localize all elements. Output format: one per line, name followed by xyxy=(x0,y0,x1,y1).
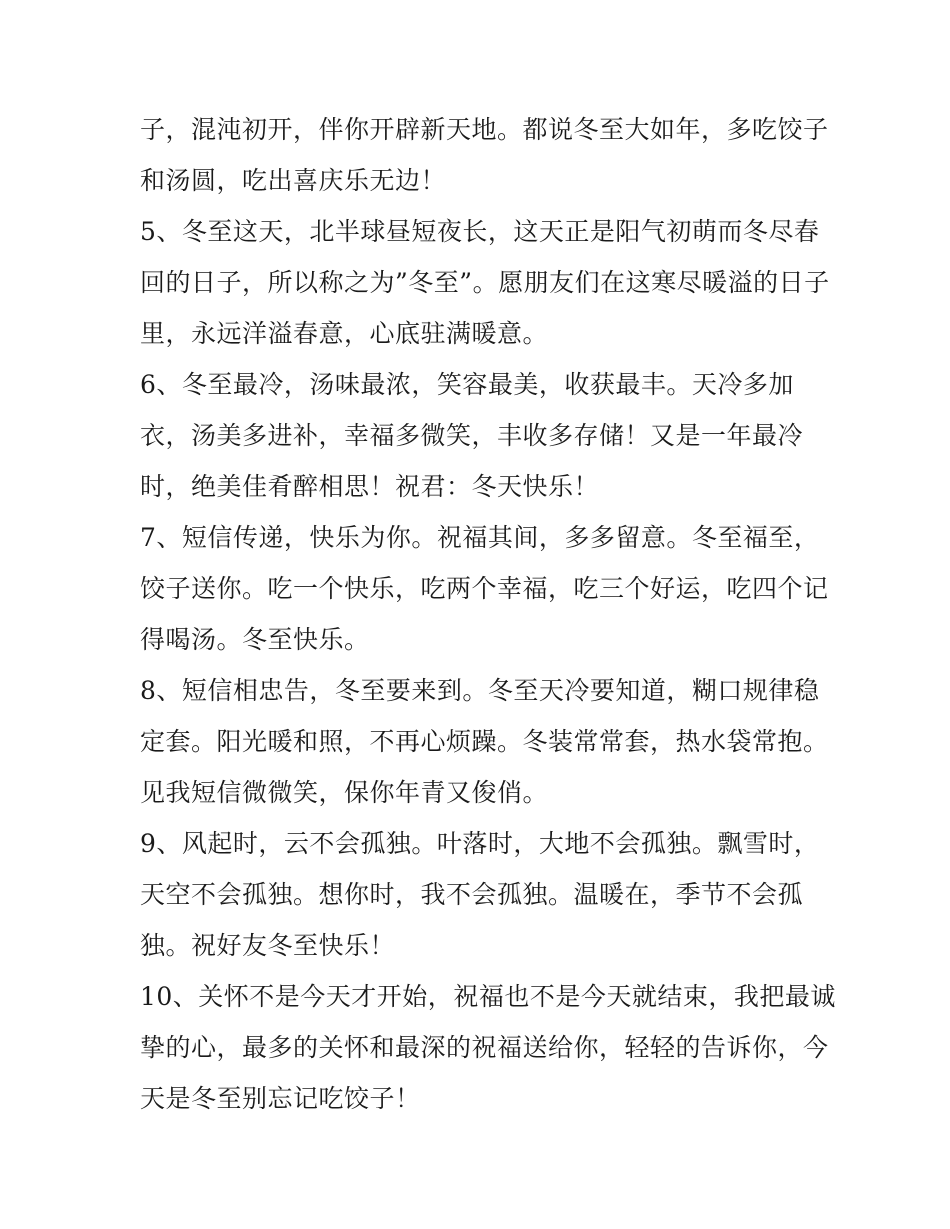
text-line: 定套。阳光暖和照，不再心烦躁。冬装常常套，热水袋常抱。 xyxy=(140,727,829,756)
text-line: 5、冬至这天，北半球昼短夜长，这天正是阳气初萌而冬尽春 xyxy=(140,217,820,246)
text-line: 天空不会孤独。想你时，我不会孤独。温暖在，季节不会孤 xyxy=(140,880,804,909)
text-line: 9、风起时，云不会孤独。叶落时，大地不会孤独。飘雪时， xyxy=(140,829,820,858)
text-line: 里，永远洋溢春意，心底驻满暖意。 xyxy=(140,319,549,348)
text-line: 见我短信微微笑，保你年青又俊俏。 xyxy=(140,778,549,807)
document-body xyxy=(140,104,836,1124)
text-line: 7、短信传递，快乐为你。祝福其间，多多留意。冬至福至， xyxy=(140,523,820,552)
text-line: 天是冬至别忘记吃饺子！ xyxy=(140,1084,421,1113)
text-line: 时，绝美佳肴醉相思！祝君：冬天快乐！ xyxy=(140,472,600,501)
text-line: 独。祝好友冬至快乐！ xyxy=(140,931,396,960)
text-line: 衣，汤美多进补，幸福多微笑，丰收多存储！又是一年最冷 xyxy=(140,421,804,450)
text-line: 得喝汤。冬至快乐。 xyxy=(140,625,370,654)
text-line: 挚的心，最多的关怀和最深的祝福送给你，轻轻的告诉你，今 xyxy=(140,1033,829,1062)
text-line: 8、短信相忠告，冬至要来到。冬至天冷要知道，糊口规律稳 xyxy=(140,676,820,705)
text-line: 回的日子，所以称之为”冬至”。愿朋友们在这寒尽暖溢的日子 xyxy=(140,268,830,297)
text-line: 6、冬至最冷，汤味最浓，笑容最美，收获最丰。天冷多加 xyxy=(140,370,794,399)
text-line: 子，混沌初开，伴你开辟新天地。都说冬至大如年，多吃饺子 xyxy=(140,115,829,144)
text-line: 饺子送你。吃一个快乐，吃两个幸福，吃三个好运，吃四个记 xyxy=(140,574,829,603)
text-line: 10、关怀不是今天才开始，祝福也不是今天就结束，我把最诚 xyxy=(140,982,836,1011)
text-line: 和汤圆，吃出喜庆乐无边！ xyxy=(140,166,447,195)
